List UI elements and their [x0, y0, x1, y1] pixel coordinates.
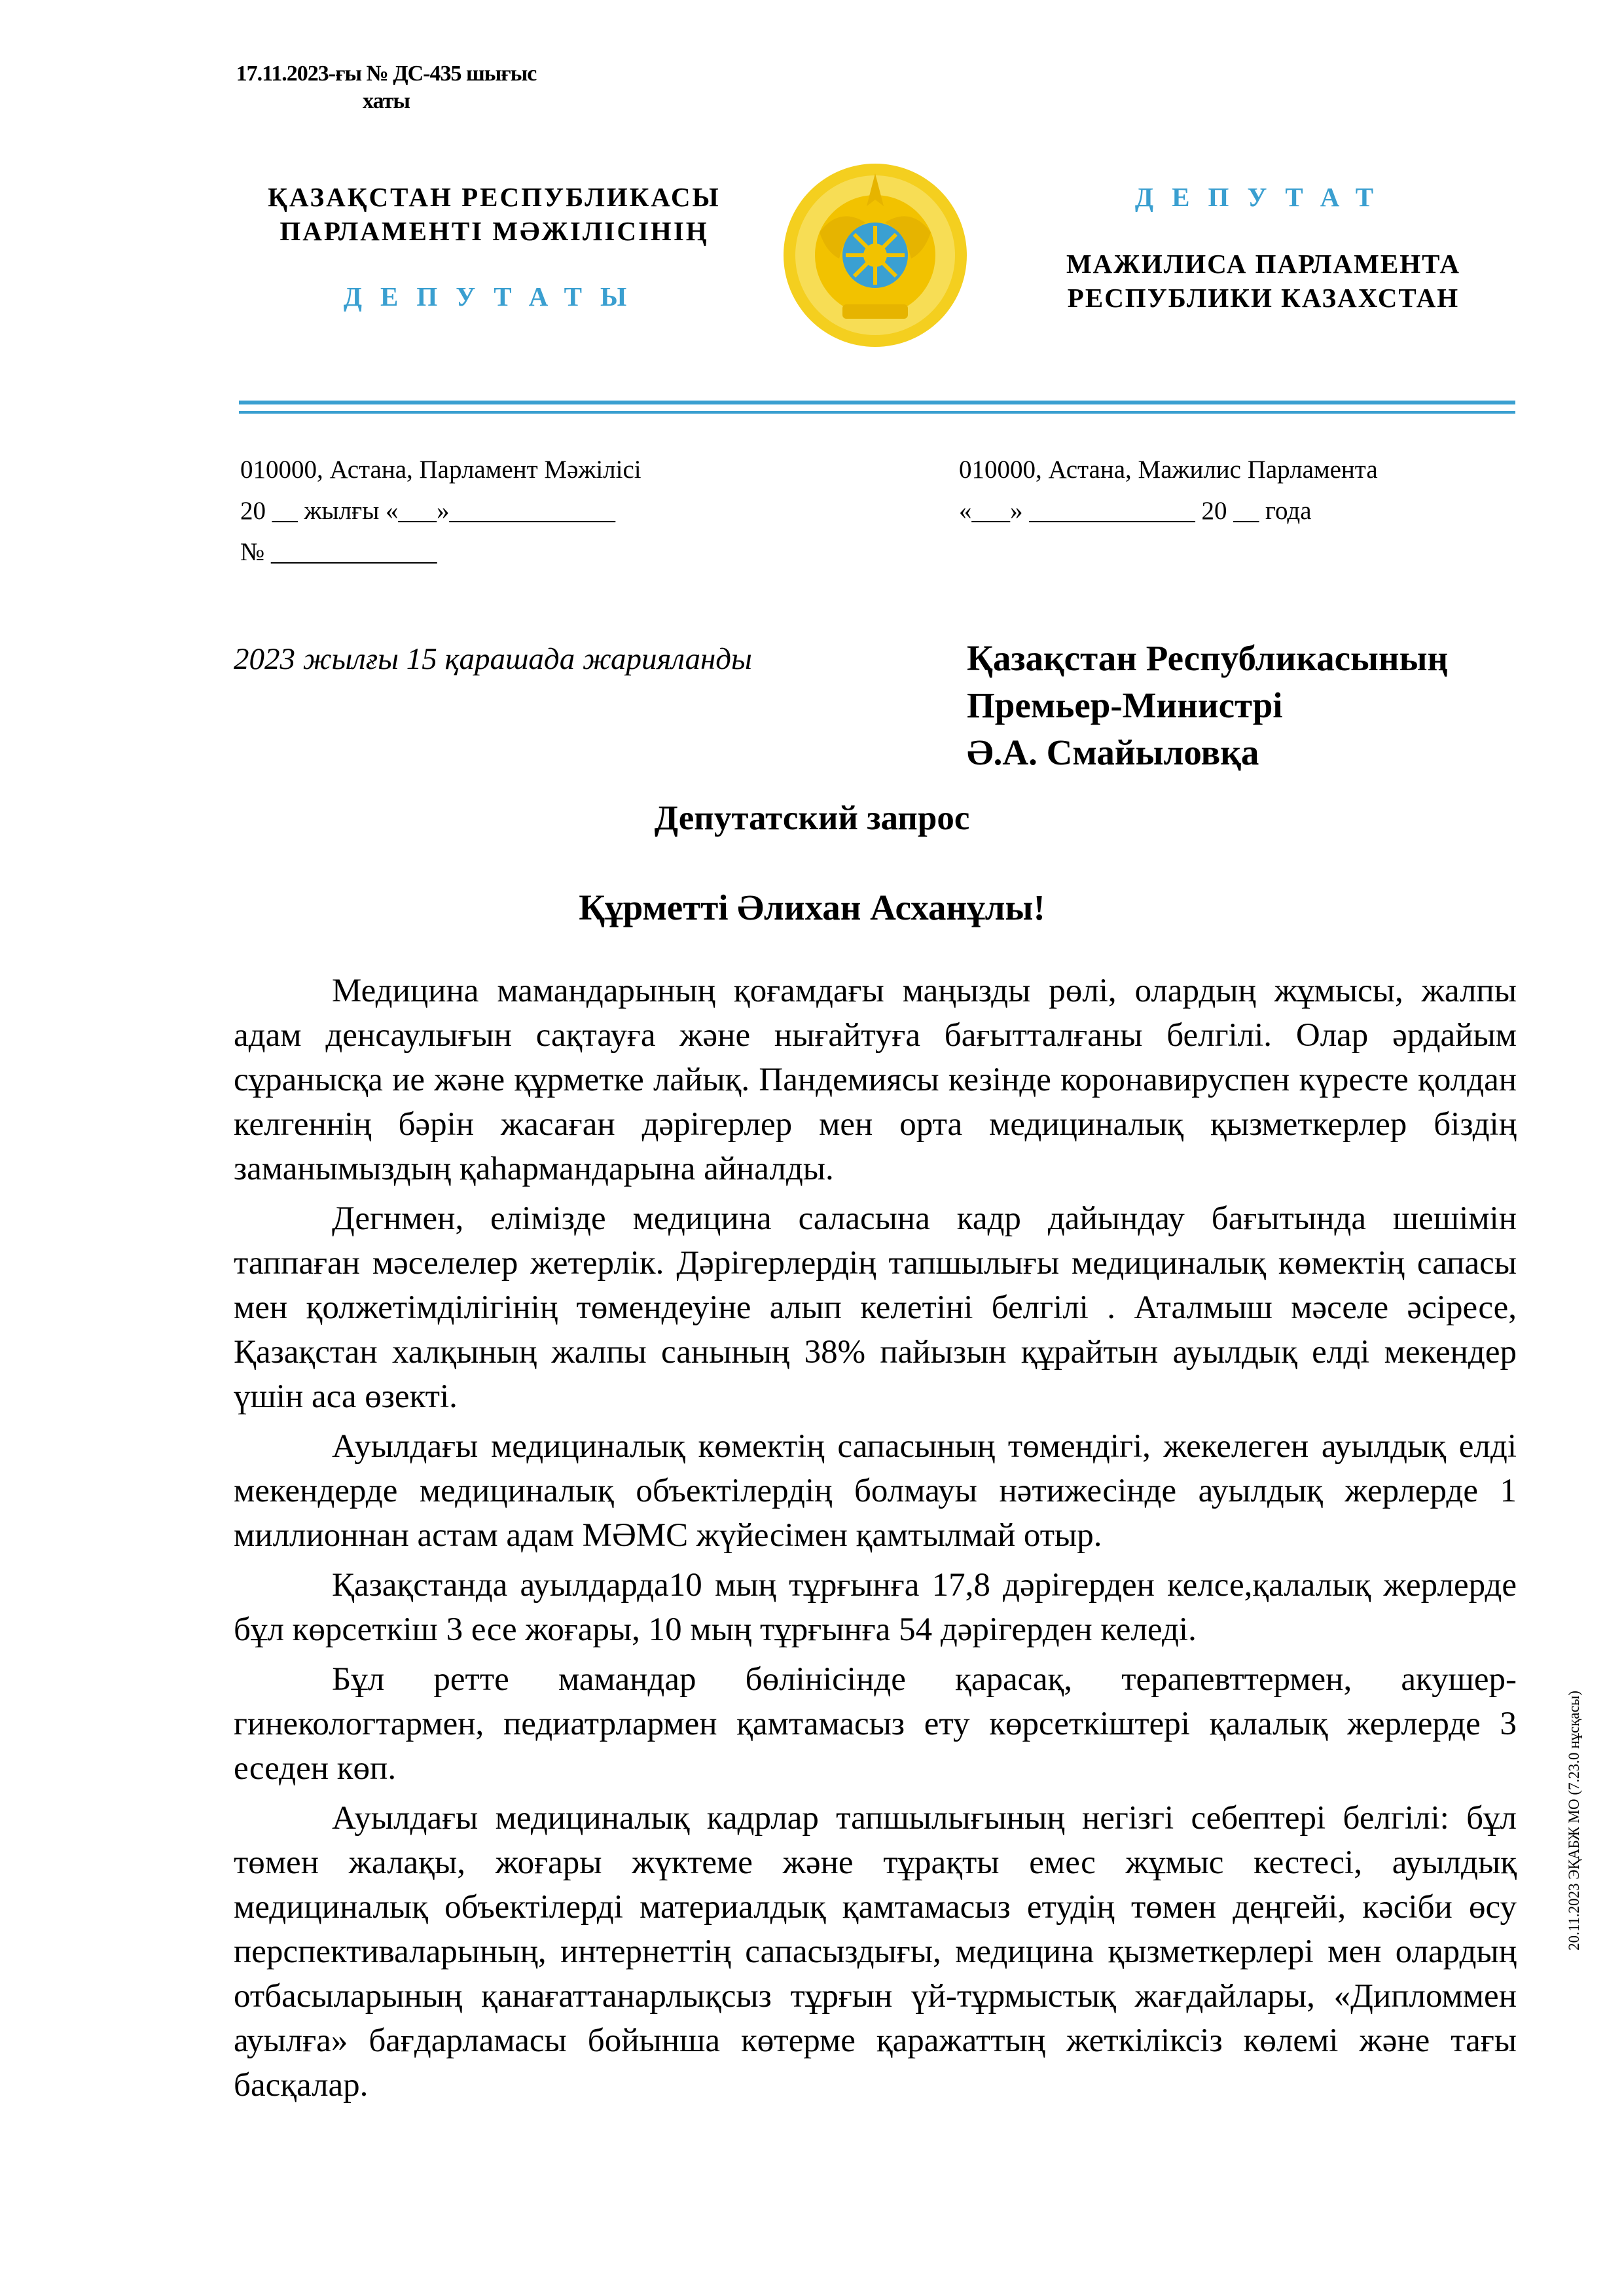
body-paragraph: Қазақстанда ауылдарда10 мың тұрғынға 17,8 дәрігерден келсе,қалалық жерлерде бұл көрсеткіш 3 есе жоғары, 10 мың тұрғынға 54 дәрігерден келеді.: [234, 1567, 1517, 1648]
letterhead-right-line-1: МАЖИЛИСА ПАРЛАМЕНТА: [1066, 249, 1460, 279]
letterhead-left: [259, 180, 730, 314]
address-right-line-1: 010000, Астана, Мажилис Парламента: [959, 456, 1378, 484]
address-left: [240, 449, 829, 573]
addressee-line-2: Премьер-Министрі: [967, 685, 1283, 725]
body-paragraph: Ауылдағы медициналық көмектің сапасының төмендігі, жекелеген ауылдық елді мекендерде медициналық объектілердің болмауы нәтижесінде ауылдық жерлерде 1 миллионнан астам адам МӘМС жүйесімен қамтылмай отыр.: [234, 1428, 1517, 1554]
address-right: [959, 449, 1548, 531]
address-left-line-2: 20 __ жылғы «___»_____________: [240, 497, 616, 525]
addressee-line-3: Ә.А. Смайыловқа: [967, 732, 1259, 772]
letterhead-rule-thin: [239, 411, 1515, 414]
salutation: Құрметті Әлихан Асханұлы!: [579, 888, 1045, 927]
state-emblem-icon: [780, 160, 970, 350]
addressee-line-1: Қазақстан Республикасының: [967, 638, 1449, 678]
letterhead-left-line-2: ПАРЛАМЕНТІ МӘЖІЛІСІНІҢ: [280, 216, 709, 246]
stamp-line-1: 17.11.2023-ғы № ДС-435 шығыс: [236, 62, 537, 86]
body-paragraph: Дегнмен, елімізде медицина саласына кадр дайындау бағытында шешімін таппаған мәселелер жетерлік. Дәрігерлердің тапшылығы медициналық көмектің сапасы мен қолжетімділігінің төмендеуіне алып келетіні белгілі . Аталмыш мәселе әсіресе, Қазақстан халқының жалпы санының 38% пайызын құрайтын ауылдық елді мекендер үшін аса өзекті.: [234, 1200, 1517, 1415]
document-title: Депутатский запрос: [654, 799, 970, 837]
body-paragraph: Бұл ретте мамандар бөлінісінде қарасақ, терапевттермен, акушер-гинекологтармен, педиатрлармен қамтамасыз ету көрсеткіштері қалалық жерлерде 3 еседен көп.: [234, 1661, 1517, 1787]
registration-margin-note: 20.11.2023 ЭҚАБЖ МО (7.23.0 нұсқасы): [1566, 1691, 1582, 1950]
body-paragraph: Ауылдағы медициналық кадрлар тапшылығының негізгі себептері белгілі: бұл төмен жалақы, жоғары жүктеме және тұрақты емес жұмыс кестесі, ауылдық медициналық объектілерді материалдық қамтамасыз етудің төмен деңгейі, кәсіби өсу перспективаларының, интернеттің сапасыздығы, медицина қызметкерлері мен олардың отбасыларының қанағаттанарлықсыз тұрғын үй-тұрмыстық жағдайлары, «Дипломмен ауылға» бағдарламасы бойынша көтерме қаражаттың жеткіліксіз көлемі және тағы басқалар.: [234, 1800, 1517, 2104]
letter-body: [234, 969, 1517, 2113]
published-date: 2023 жылғы 15 қарашада жарияланды: [234, 642, 752, 676]
stamp-line-2: хаты: [363, 89, 410, 113]
letterhead-left-line-1: ҚАЗАҚСТАН РЕСПУБЛИКАСЫ: [268, 182, 721, 212]
letterhead-right: [1028, 180, 1499, 315]
address-left-line-1: 010000, Астана, Парламент Мәжілісі: [240, 456, 641, 484]
address-right-line-2: «___» _____________ 20 __ года: [959, 497, 1312, 525]
body-paragraph: Медицина мамандарының қоғамдағы маңызды рөлі, олардың жұмысы, жалпы адам денсаулығын сақтауға және нығайтуға бағытталғаны белгілі. Олар әрдайым сұранысқа ие және құрметке лайық. Пандемиясы кезінде коронавируспен күресте қолдан келгеннің бәрін жасаған дәрігерлер мен орта медициналық қызметкерлер біздің заманымыздың қаһармандарына айналды.: [234, 973, 1517, 1187]
addressee: [967, 635, 1448, 776]
letterhead-rule-thick: [239, 401, 1515, 404]
letterhead-right-line-2: РЕСПУБЛИКИ КАЗАХСТАН: [1067, 283, 1460, 313]
address-left-line-3: № _____________: [240, 538, 437, 566]
letterhead-right-title: ДЕПУТАТ: [1134, 182, 1392, 212]
letterhead-left-title: ДЕПУТАТЫ: [343, 281, 645, 312]
outgoing-stamp: [203, 60, 569, 115]
